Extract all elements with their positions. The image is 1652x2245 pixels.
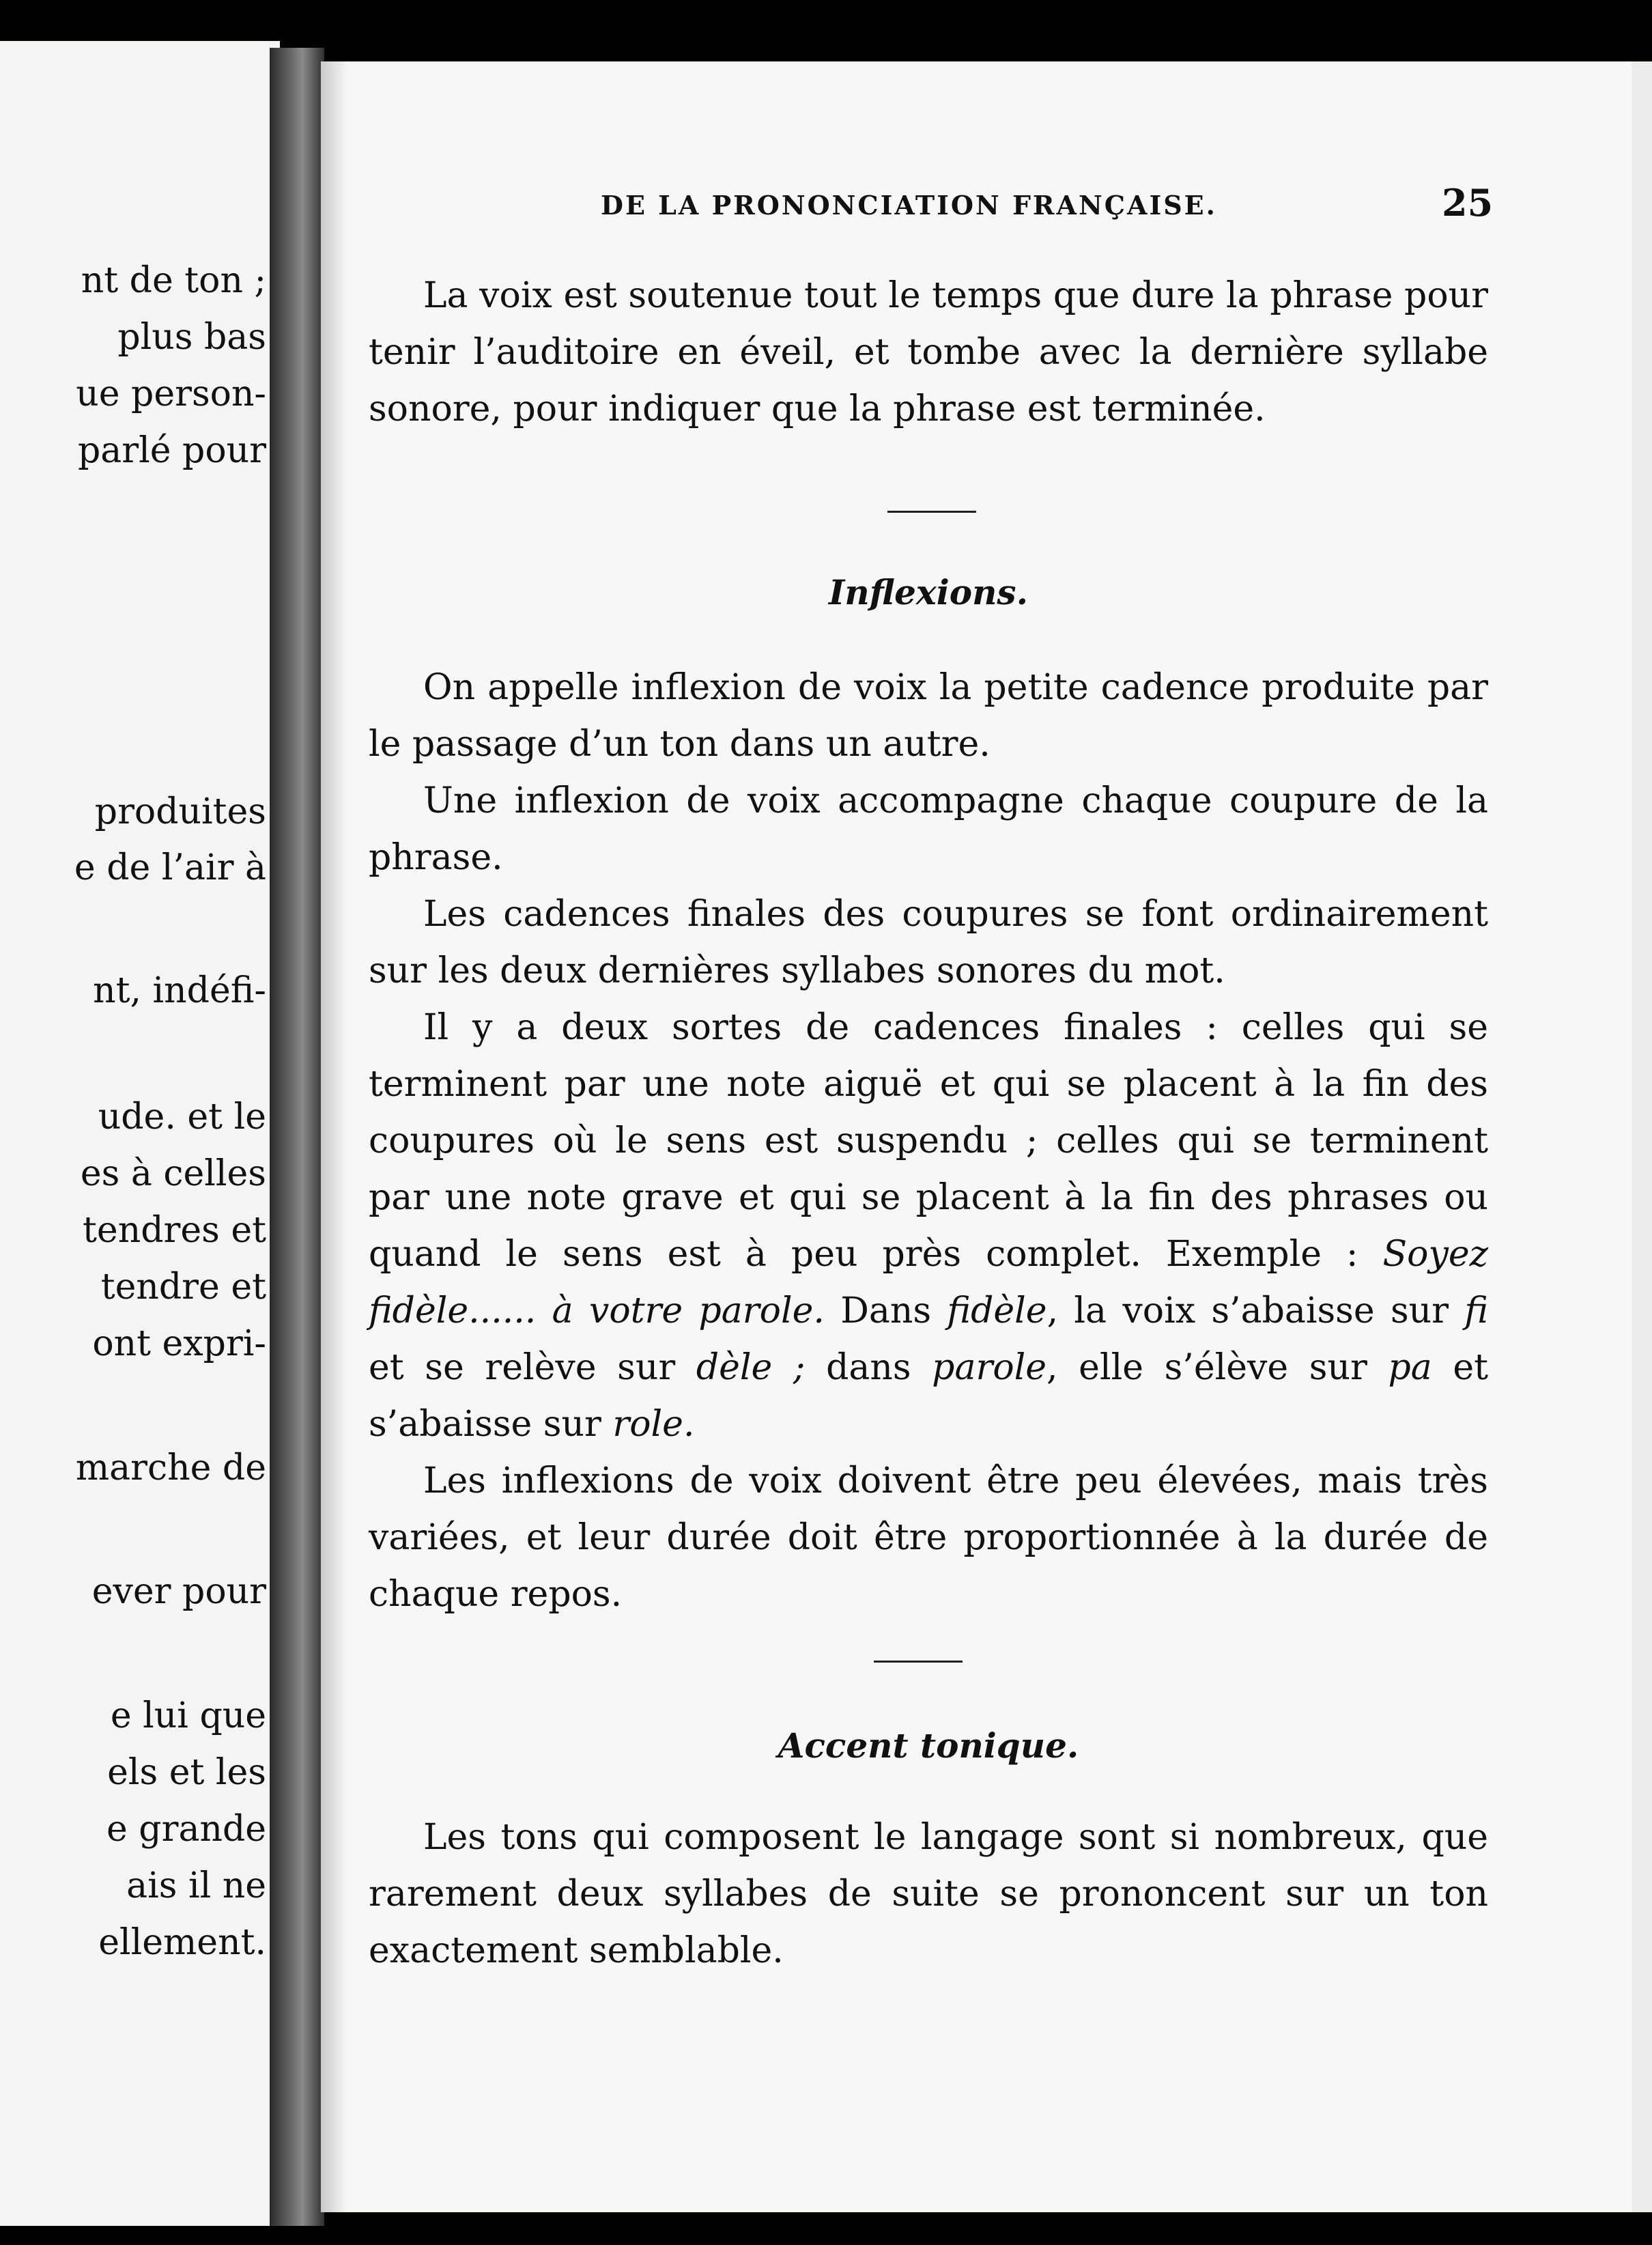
accent-text [369, 1809, 1488, 1979]
inflexions-text [369, 660, 1488, 1623]
fold-shadow [321, 61, 348, 2212]
text-run: , la voix s’abaisse sur [1046, 1290, 1465, 1331]
running-head: DE LA PRONONCIATION FRANÇAISE. [601, 190, 1217, 221]
text-run: , elle s’élève sur [1046, 1347, 1388, 1388]
section-heading-accent-tonique: Accent tonique. [778, 1725, 1079, 1766]
left-page-line: marche de [75, 1448, 266, 1488]
left-page-line: e lui que [110, 1695, 266, 1736]
left-page-text [0, 0, 266, 2245]
text-run: Dans [824, 1290, 948, 1331]
left-page-line: nt, indéfi- [93, 970, 266, 1011]
paragraph: La voix est soutenue tout le temps que dure la phrase pour tenir l’auditoire en éveil, et tombe avec la dernière syllabe sonore, pour indiquer que la phrase est terminée. [369, 275, 1488, 429]
intro-text [369, 268, 1488, 438]
left-page-line: ever pour [91, 1571, 266, 1612]
left-page-line: els et les [107, 1752, 266, 1793]
left-page-line: produites [94, 791, 266, 832]
left-page-line: plus bas [117, 317, 266, 358]
left-page-line: ont expri- [92, 1323, 266, 1364]
page-edge [1632, 61, 1652, 2212]
paragraph: Les cadences finales des coupures se font ordinairement sur les deux dernières syllabes sonores du mot. [369, 894, 1488, 991]
left-page-line: e grande [106, 1809, 266, 1850]
paragraph-example [369, 1000, 1488, 1453]
left-page-line: tendre et [100, 1267, 266, 1308]
book-gutter [270, 48, 324, 2226]
paragraph: Une inflexion de voix accompagne chaque coupure de la phrase. [369, 780, 1488, 878]
left-page-line: ude. et le [98, 1097, 266, 1138]
text-run: et se relève sur [369, 1347, 696, 1388]
left-page-line: nt de ton ; [81, 260, 266, 301]
left-page-line: parlé pour [77, 430, 266, 471]
left-page-line: tendres et [83, 1210, 266, 1251]
page-number: 25 [1442, 181, 1494, 225]
text-run: Il y a deux sortes de cadences finales : celles qui se terminent par une note aiguë et qui se placent à la fin des coupures où le sens est suspendu ; celles qui se terminent par une note grave et qui se placent à la fin des phrases ou quand le sens est à peu près complet. Exemple : [369, 1007, 1488, 1275]
left-page-line: ais il ne [126, 1865, 266, 1906]
left-page-line: e de l’air à [74, 847, 266, 888]
word-italic: pa [1388, 1347, 1432, 1388]
text-run: dans [805, 1347, 932, 1388]
left-page-line: ellement. [98, 1922, 266, 1963]
word-italic: role. [612, 1404, 695, 1445]
word-italic: fidèle [947, 1290, 1047, 1331]
example-italic: Soyez fidèle...... à votre parole. [369, 1234, 1488, 1331]
word-italic: fi [1464, 1290, 1488, 1331]
left-page-line: es à celles [80, 1153, 266, 1194]
section-divider [874, 1661, 963, 1663]
paragraph: Les inflexions de voix doivent être peu élevées, mais très variées, et leur durée doit être proportionnée à la durée de chaque repos. [369, 1460, 1488, 1615]
paragraph: On appelle inflexion de voix la petite cadence produite par le passage d’un ton dans un autre. [369, 667, 1488, 765]
section-heading-inflexions: Inflexions. [829, 572, 1028, 612]
paragraph: Les tons qui composent le langage sont si nombreux, que rarement deux syllabes de suite se prononcent sur un ton exactement semblable. [369, 1817, 1488, 1971]
word-italic: dèle ; [696, 1347, 806, 1388]
left-page-line: ue person- [76, 373, 266, 414]
text-run: et s’abaisse sur [369, 1347, 1489, 1445]
word-italic: parole [932, 1347, 1047, 1388]
section-divider [887, 511, 976, 513]
